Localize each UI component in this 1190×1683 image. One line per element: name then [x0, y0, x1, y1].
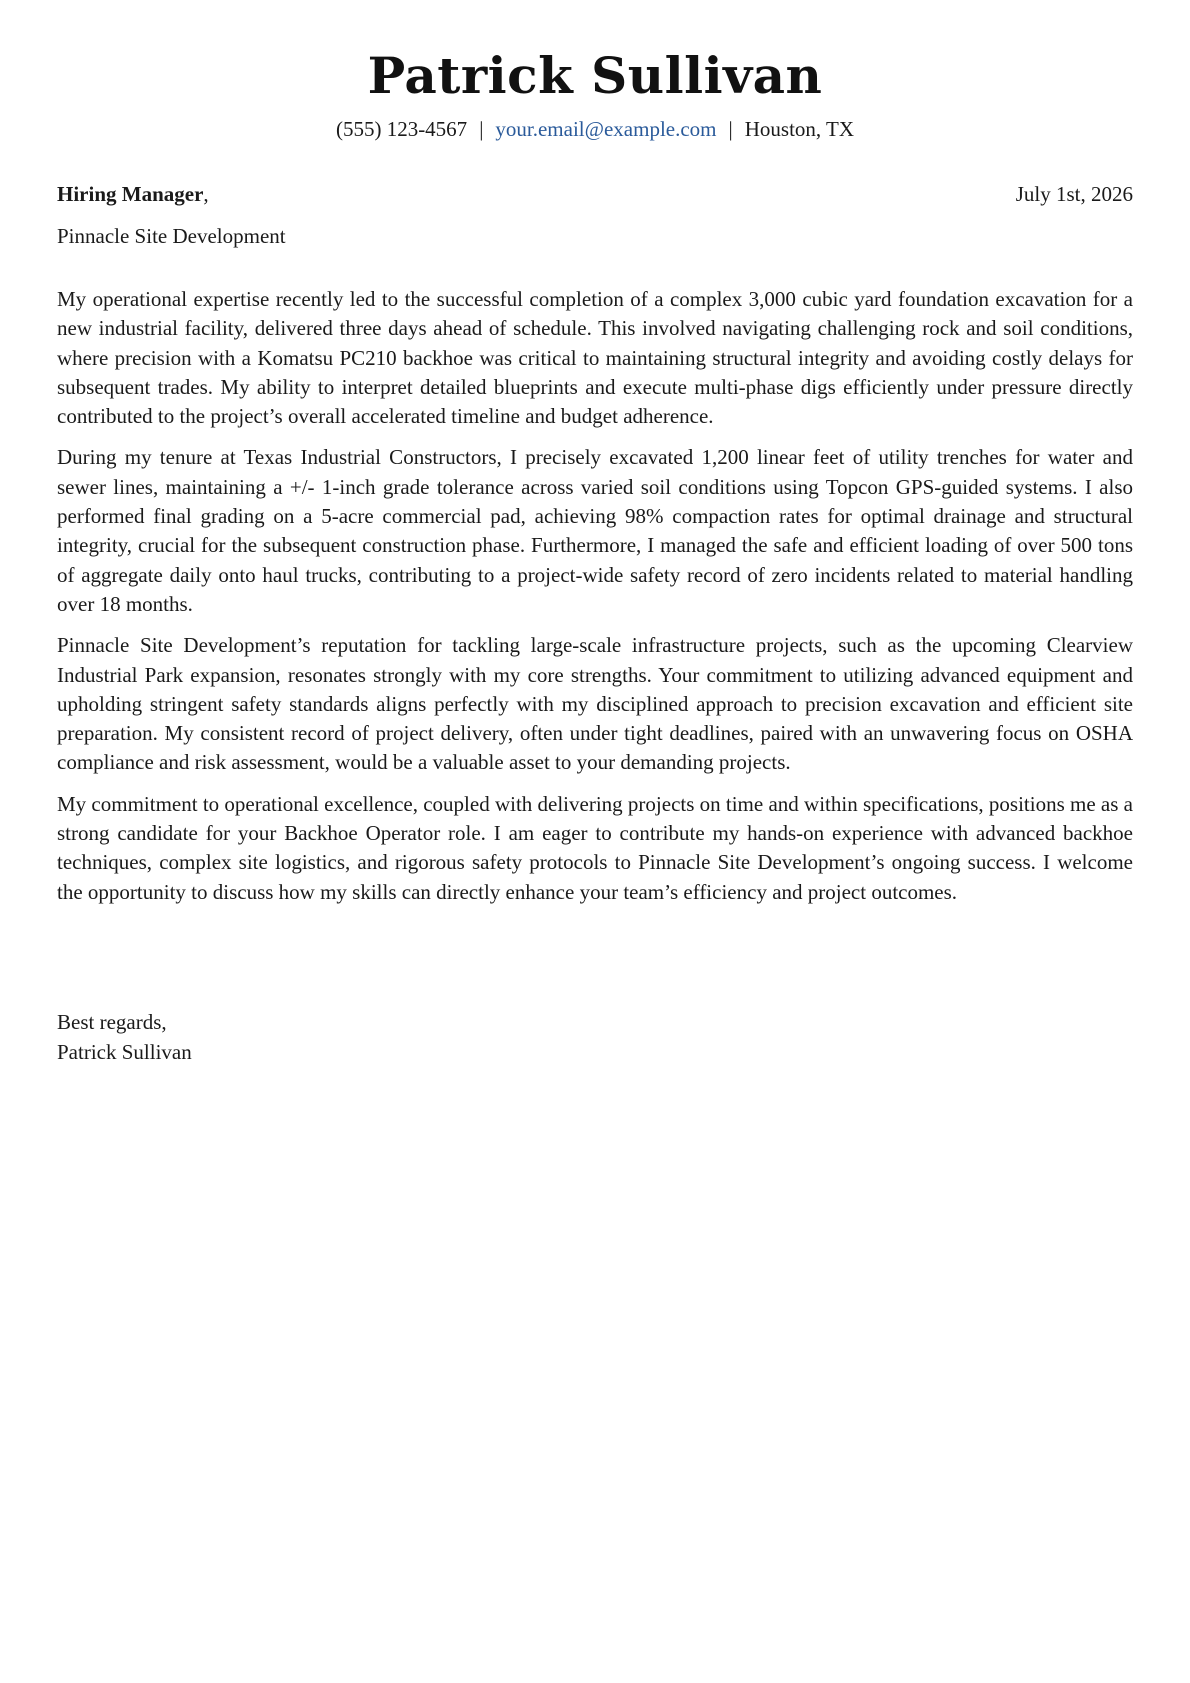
closing-phrase: Best regards,: [57, 1010, 167, 1034]
applicant-name: Patrick Sullivan: [367, 46, 823, 105]
body-paragraph-2: During my tenure at Texas Industrial Constructors, I precisely excavated 1,200 linear feet of utility trenches for water and sewer lines, maintaining a +/- 1-inch grade tolerance across varied soil conditions using Topcon GPS-guided systems. I also performed final grading on a 5-acre commercial pad, achieving 98% compaction rates for optimal drainage and structural integrity, crucial for the subsequent construction phase. Furthermore, I managed the safe and efficient loading of over 500 tons of aggregate daily onto haul trucks, contributing to a project-wide safety record of zero incidents related to material handling over 18 months.: [57, 445, 1133, 616]
recipient-line: [57, 180, 209, 208]
closing-block: [57, 1007, 192, 1067]
recipient-suffix: ,: [203, 182, 209, 206]
signature-name: Patrick Sullivan: [57, 1040, 192, 1064]
body-paragraph-4: My commitment to operational excellence, coupled with delivering projects on time and within specifications, positions me as a strong candidate for your Backhoe Operator role. I am eager to contribute my hands-on experience with advanced backhoe techniques, complex site logistics, and rigorous safety protocols to Pinnacle Site Development’s ongoing success. I welcome the opportunity to discuss how my skills can directly enhance your team’s efficiency and project outcomes.: [57, 791, 1133, 904]
company-name: Pinnacle Site Development: [57, 224, 286, 248]
body-paragraph-1: My operational expertise recently led to the successful completion of a complex 3,000 cubic yard foundation excavation for a new industrial facility, delivered three days ahead of schedule. This involved navigating challenging rock and soil conditions, where precision with a Komatsu PC210 backhoe was critical to maintaining structural integrity and avoiding costly delays for subsequent trades. My ability to interpret detailed blueprints and execute multi-phase digs efficiently under pressure directly contributed to the project’s overall accelerated timeline and budget adherence.: [57, 287, 1133, 429]
contact-separator: |: [479, 117, 484, 141]
body-paragraph-3: Pinnacle Site Development’s reputation for tackling large-scale infrastructure projects, such as the upcoming Clearview Industrial Park expansion, resonates strongly with my core strengths. Your commitment to utilizing advanced equipment and upholding stringent safety standards aligns perfectly with my disciplined approach to precision excavation and efficient site preparation. My consistent record of project delivery, often under tight deadlines, paired with an unwavering focus on OSHA compliance and risk assessment, would be a valuable asset to your demanding projects.: [57, 633, 1133, 775]
contact-line: [57, 115, 1133, 143]
location: Houston, TX: [744, 117, 855, 141]
letter-date: July 1st, 2026: [1015, 182, 1133, 206]
email-link[interactable]: your.email@example.com: [495, 117, 717, 141]
contact-separator: |: [728, 117, 733, 141]
recipient-name: Hiring Manager: [57, 182, 204, 206]
letter-body: [57, 285, 1133, 919]
phone-number: (555) 123-4567: [335, 117, 468, 141]
